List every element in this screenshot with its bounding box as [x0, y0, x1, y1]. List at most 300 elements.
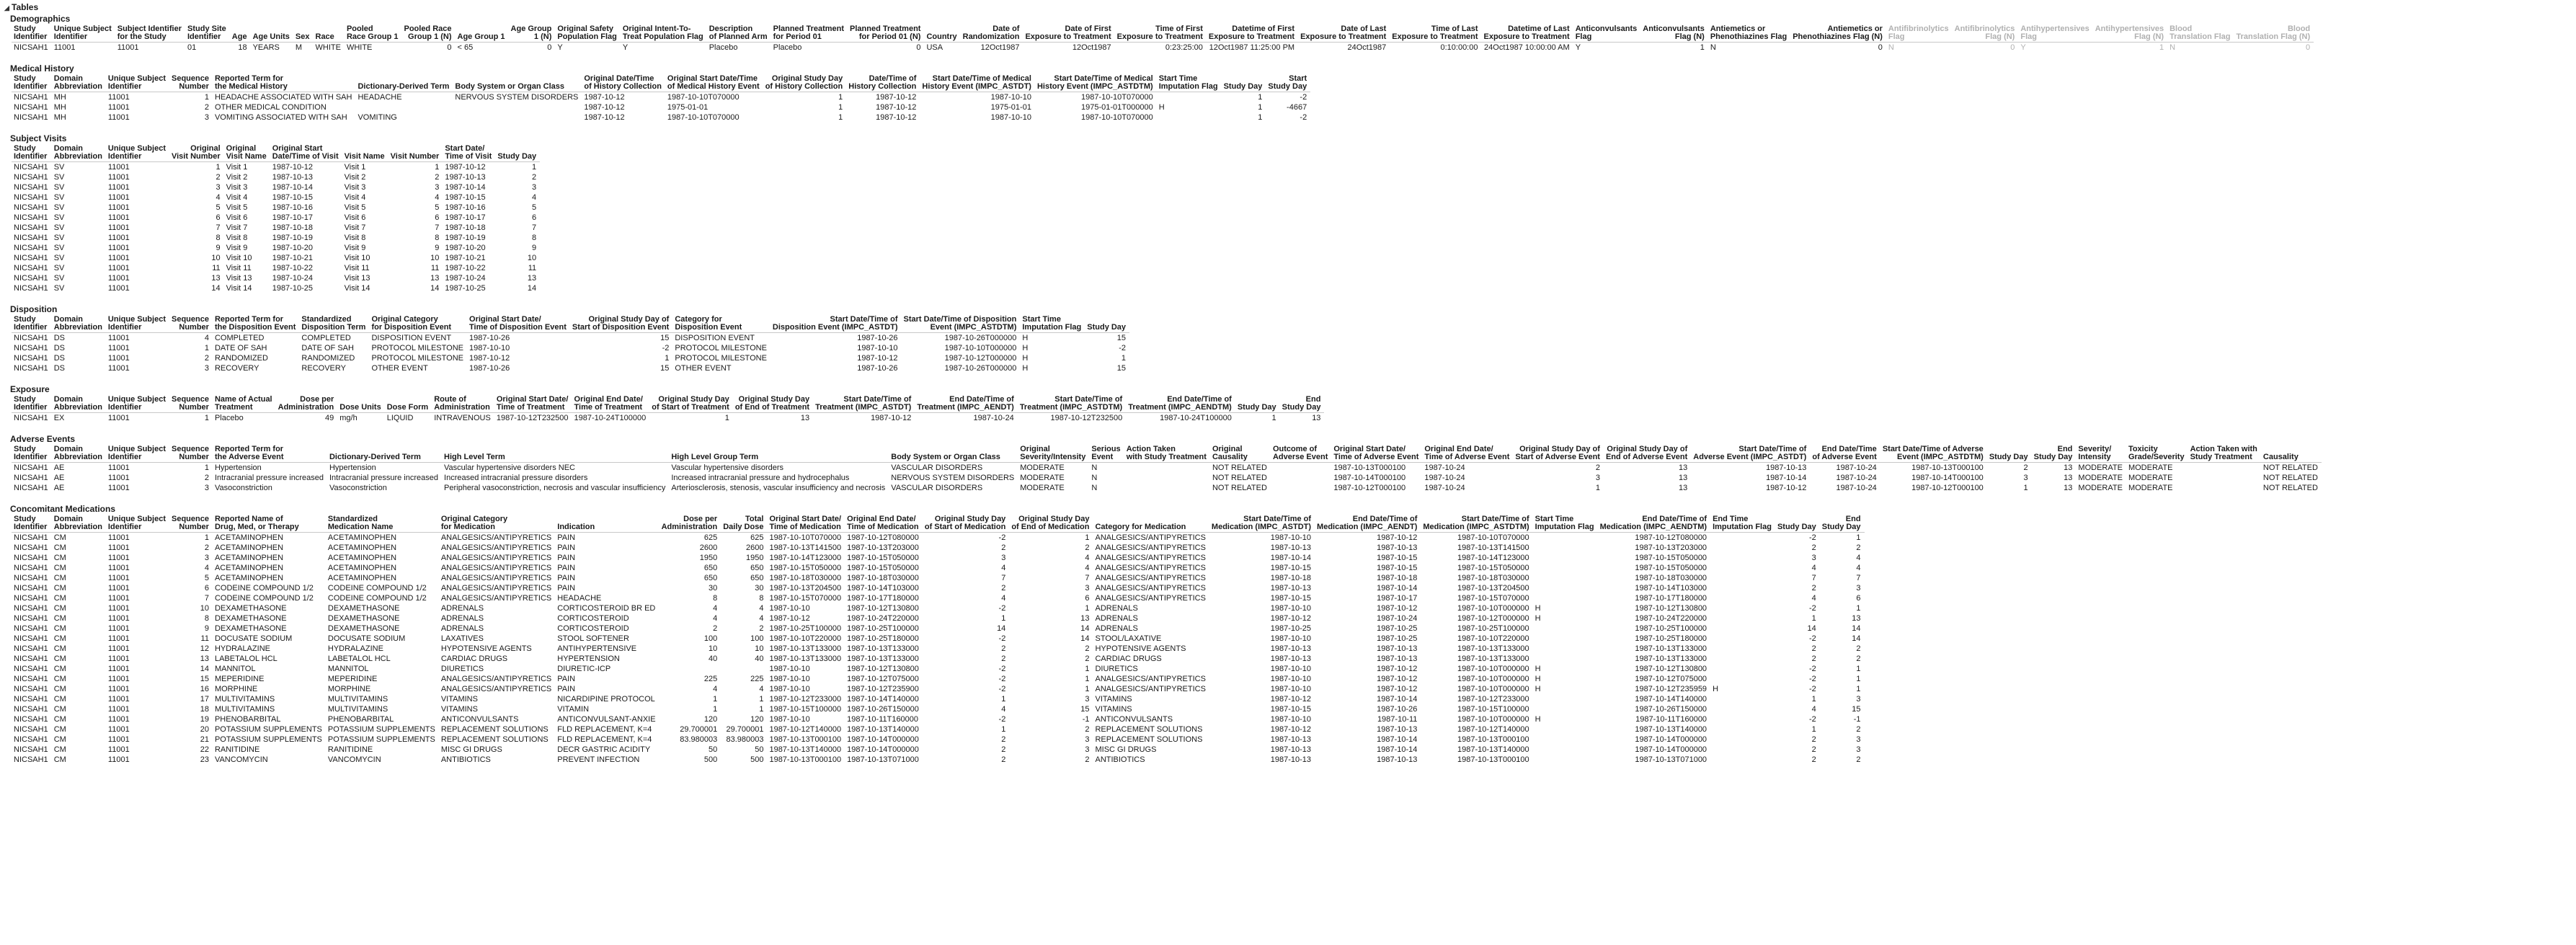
column-header[interactable]: Study Day: [1987, 445, 2032, 463]
table-cell: NICSAH1: [12, 684, 52, 694]
table-cell: [1157, 92, 1222, 103]
table-cell: ANALGESICS/ANTIPYRETICS: [440, 554, 552, 562]
column-header[interactable]: Reported Term for the Medical History: [213, 74, 356, 92]
column-header[interactable]: Reported Name of Drug, Med, or Therapy: [213, 515, 326, 533]
subject-visits-table: [12, 144, 540, 293]
column-header[interactable]: Original Causality: [1210, 445, 1271, 463]
table-row[interactable]: [12, 654, 1865, 664]
table-cell: 50: [659, 745, 721, 755]
table-cell: 1987-10-14T000100: [1880, 473, 1987, 483]
column-header[interactable]: Original End Date/ Time of Medication: [845, 515, 923, 533]
column-header[interactable]: Category for Medication: [1093, 515, 1209, 533]
column-header[interactable]: Start Study Day: [1266, 74, 1310, 92]
column-header[interactable]: Original Visit Number: [169, 144, 224, 162]
table-cell: -2: [1775, 664, 1820, 674]
column-header[interactable]: Sex: [293, 25, 314, 43]
table-cell: 2: [1775, 745, 1820, 755]
column-header[interactable]: Original Study Day of End of Treatment: [733, 395, 813, 413]
column-header[interactable]: Datetime of First Exposure to Treatment: [1207, 25, 1298, 43]
table-row[interactable]: [12, 583, 1865, 593]
table-cell: Visit 13: [224, 273, 270, 283]
column-header[interactable]: Visit Name: [342, 144, 388, 162]
column-header[interactable]: End Time Imputation Flag: [1710, 515, 1775, 533]
column-header[interactable]: Study Day: [1235, 395, 1280, 413]
table-cell: 14: [169, 664, 213, 674]
table-row[interactable]: [12, 363, 1129, 373]
table-cell: DS: [53, 354, 65, 363]
column-header[interactable]: Start Date/ Time of Visit: [443, 144, 495, 162]
table-cell: 1987-10-12: [272, 163, 313, 172]
column-header[interactable]: Name of Actual Treatment: [213, 395, 276, 413]
column-header[interactable]: Action Taken with Study Treatment: [2188, 445, 2261, 463]
table-cell: 1987-10-25: [1315, 624, 1421, 634]
column-header[interactable]: Original Study Day of History Collection: [763, 74, 847, 92]
table-cell: 9: [435, 244, 440, 252]
column-header[interactable]: Study Identifier: [12, 515, 52, 533]
table-cell: DATE OF SAH: [299, 343, 369, 353]
column-header[interactable]: Start Date/Time of Treatment (IMPC_ASTDT): [813, 395, 915, 413]
table-row[interactable]: [12, 112, 1310, 123]
table-row[interactable]: [12, 92, 1310, 103]
column-header[interactable]: Serious Event: [1089, 445, 1124, 463]
column-header[interactable]: Study Site Identifier: [185, 25, 230, 43]
table-cell: CODEINE COMPOUND 1/2: [214, 594, 314, 603]
table-cell: 1987-10-19: [270, 233, 342, 243]
table-row[interactable]: [12, 192, 540, 203]
column-header[interactable]: Age Units: [251, 25, 293, 43]
table-row[interactable]: [12, 664, 1865, 674]
column-header[interactable]: Original End Date/ Time of Adverse Event: [1422, 445, 1513, 463]
column-header[interactable]: Age: [230, 25, 251, 43]
table-cell: ACETAMINOPHEN: [213, 543, 326, 553]
column-header[interactable]: Date of Last Exposure to Treatment: [1298, 25, 1390, 43]
column-header[interactable]: Pooled Race Group 1 (N): [401, 25, 455, 43]
table-row[interactable]: [12, 203, 540, 213]
column-header[interactable]: Original Date/Time of History Collection: [582, 74, 665, 92]
column-header[interactable]: Dose per Administration: [276, 395, 338, 413]
table-cell: Visit 14: [344, 284, 370, 293]
column-header[interactable]: Time of First Exposure to Treatment: [1115, 25, 1207, 43]
column-header[interactable]: Sequence Number: [169, 395, 213, 413]
table-row[interactable]: [12, 563, 1865, 573]
table-cell: NICSAH1: [12, 664, 52, 674]
column-header[interactable]: Original Study Day of End of Medication: [1009, 515, 1093, 533]
table-row[interactable]: [12, 43, 2314, 53]
column-header[interactable]: Start Date/Time of Treatment (IMPC_ASTDTM): [1018, 395, 1126, 413]
header-row: [12, 25, 2314, 43]
column-header[interactable]: Unique Subject Identifier: [106, 74, 169, 92]
table-cell: REPLACEMENT SOLUTIONS: [1095, 735, 1203, 744]
table-cell: 14: [1080, 634, 1090, 643]
table-cell: 20: [169, 724, 213, 735]
disposition-title[interactable]: Disposition: [10, 304, 58, 314]
table-cell: 13: [2064, 484, 2073, 492]
column-header[interactable]: Dose Units: [337, 395, 384, 413]
table-cell: [1533, 553, 1598, 563]
table-cell: 1987-10-10T000000: [1421, 664, 1532, 674]
table-row[interactable]: [12, 714, 1865, 724]
table-cell: 2: [1856, 755, 1861, 764]
column-header[interactable]: Body System or Organ Class: [453, 74, 582, 92]
table-cell: 1: [724, 414, 729, 422]
column-header[interactable]: Study Identifier: [12, 144, 52, 162]
column-header[interactable]: Domain Abbreviation: [52, 395, 106, 413]
table-cell: 1: [1222, 102, 1266, 112]
column-header[interactable]: Causality: [2261, 445, 2322, 463]
table-row[interactable]: [12, 755, 1865, 765]
column-header[interactable]: Standardized Medication Name: [326, 515, 439, 533]
column-header[interactable]: Study Day: [495, 144, 540, 162]
column-header[interactable]: Domain Abbreviation: [52, 74, 106, 92]
table-cell: MORPHINE: [326, 684, 439, 694]
table-row[interactable]: [12, 162, 540, 173]
table-cell: [1533, 745, 1598, 755]
collapse-triangle-icon[interactable]: ◢: [4, 4, 9, 12]
table-cell: NICSAH1: [12, 624, 52, 634]
table-row[interactable]: [12, 333, 1129, 344]
column-header[interactable]: Original Safety Population Flag: [555, 25, 621, 43]
table-cell: USA: [926, 43, 943, 52]
column-header[interactable]: Anticonvulsants Flag: [1573, 25, 1641, 43]
table-cell: ANTIHYPERTENSIVE: [555, 644, 659, 654]
subject-visits-title[interactable]: Subject Visits: [10, 133, 67, 143]
column-header[interactable]: Original Start Date/ Time of Medication: [767, 515, 845, 533]
column-header[interactable]: Start Date/Time of Disposition Event (IMPC_ASTDTM): [901, 315, 1020, 333]
table-cell: DEXAMETHASONE: [214, 614, 287, 623]
column-header[interactable]: Antiemetics or Phenothiazines Flag (N): [1790, 25, 1886, 43]
table-row[interactable]: [12, 182, 540, 192]
table-row[interactable]: [12, 283, 540, 293]
adverse-events-section: [12, 433, 2576, 493]
column-header[interactable]: Unique Subject Identifier: [106, 445, 169, 463]
table-cell: DISPOSITION EVENT: [675, 334, 755, 342]
column-header[interactable]: End Date/Time of Adverse Event: [1810, 445, 1880, 463]
column-header[interactable]: Original Start Date/ Time of Treatment: [494, 395, 572, 413]
table-cell: Visit 10: [342, 253, 388, 263]
table-cell: 1987-10-12: [1766, 484, 1807, 492]
table-row[interactable]: [12, 724, 1865, 735]
table-cell: 2: [1009, 543, 1093, 553]
demographics-title[interactable]: Demographics: [10, 14, 71, 24]
column-header[interactable]: Planned Treatment for Period 01 (N): [848, 25, 924, 43]
table-cell: ANALGESICS/ANTIPYRETICS: [440, 594, 552, 603]
column-header[interactable]: Pooled Race Group 1: [345, 25, 402, 43]
column-header[interactable]: Start Time Imputation Flag: [1533, 515, 1598, 533]
table-cell: ANTICONVULSANT-ANXIE: [557, 715, 656, 724]
column-header[interactable]: Blood Translation Flag: [2167, 25, 2234, 43]
column-header[interactable]: Unique Subject Identifier: [106, 395, 169, 413]
column-header[interactable]: Antihypertensives Flag (N): [2093, 25, 2167, 43]
column-header[interactable]: Unique Subject Identifier: [52, 25, 115, 43]
column-header[interactable]: End Date/Time of Treatment (IMPC_AENDT): [915, 395, 1017, 413]
table-cell: [1710, 654, 1775, 664]
table-cell: 12Oct1987: [1072, 43, 1111, 52]
column-header[interactable]: Domain Abbreviation: [52, 445, 106, 463]
column-header[interactable]: Start Date/Time of Medication (IMPC_ASTDT): [1209, 515, 1315, 533]
table-cell: [453, 102, 582, 112]
column-header[interactable]: Category for Disposition Event: [672, 315, 770, 333]
column-header[interactable]: Start Time Imputation Flag: [1157, 74, 1222, 92]
table-row[interactable]: [12, 483, 2322, 493]
column-header[interactable]: Original Severity/Intensity: [1018, 445, 1089, 463]
column-header[interactable]: Sequence Number: [169, 515, 213, 533]
column-header[interactable]: Reported Term for the Adverse Event: [213, 445, 327, 463]
column-header[interactable]: Antifibrinolytics Flag: [1886, 25, 1953, 43]
table-cell: 1987-10-24T220000: [847, 614, 919, 623]
table-cell: Visit 8: [224, 233, 270, 243]
table-cell: 1987-10-14: [1377, 695, 1418, 704]
column-header[interactable]: High Level Group Term: [669, 445, 889, 463]
column-header[interactable]: Start Date/Time of Medical History Event (IMPC_ASTDT): [920, 74, 1035, 92]
column-header[interactable]: Datetime of Last Exposure to Treatment: [1481, 25, 1573, 43]
table-cell: 1987-10-17: [270, 213, 342, 223]
table-cell: 1: [713, 695, 718, 704]
column-header[interactable]: Sequence Number: [169, 445, 213, 463]
column-header[interactable]: Blood Translation Flag (N): [2234, 25, 2314, 43]
column-header[interactable]: Antihypertensives Flag: [2018, 25, 2092, 43]
column-header[interactable]: Start Date/Time of Disposition Event (IMPC_ASTDT): [770, 315, 902, 333]
column-header[interactable]: Original Intent-To- Treat Population Flag: [621, 25, 707, 43]
table-row[interactable]: [12, 213, 540, 223]
column-header[interactable]: Date/Time of History Collection: [846, 74, 920, 92]
table-row[interactable]: [12, 533, 1865, 544]
table-cell: 1987-10-14T103000: [845, 583, 923, 593]
column-header[interactable]: Reported Term for the Disposition Event: [213, 315, 299, 333]
column-header[interactable]: Date of First Exposure to Treatment: [1023, 25, 1114, 43]
column-header[interactable]: Dose Form: [385, 395, 432, 413]
column-header[interactable]: End Date/Time of Medication (IMPC_AENDTM): [1598, 515, 1711, 533]
medical-history-title[interactable]: Medical History: [10, 63, 74, 74]
column-header[interactable]: Dictionary-Derived Term: [327, 445, 442, 463]
column-header[interactable]: Visit Number: [388, 144, 443, 162]
table-cell: H: [1535, 614, 1541, 623]
column-header[interactable]: Sequence Number: [169, 74, 213, 92]
column-header[interactable]: Original Study Day of Start of Treatment: [649, 395, 733, 413]
table-cell: HEADACHE: [357, 93, 402, 102]
table-row[interactable]: [12, 593, 1865, 603]
table-cell: -2: [570, 343, 672, 353]
table-cell: 3: [204, 113, 209, 122]
table-cell: 11001: [107, 354, 130, 363]
column-header[interactable]: Original Start Date/ Time of Disposition Event: [467, 315, 570, 333]
column-header[interactable]: Unique Subject Identifier: [106, 144, 169, 162]
column-header[interactable]: Original Category for Disposition Event: [369, 315, 467, 333]
table-cell: 2: [1001, 735, 1006, 744]
table-row[interactable]: [12, 684, 1865, 694]
column-header[interactable]: Study Identifier: [12, 25, 52, 43]
table-row[interactable]: [12, 613, 1865, 624]
column-header[interactable]: Start Time Imputation Flag: [1020, 315, 1085, 333]
table-cell: 83.980003: [680, 735, 718, 744]
column-header[interactable]: Standardized Disposition Term: [299, 315, 369, 333]
table-cell: NOT RELATED: [2262, 463, 2318, 472]
table-cell: INTRAVENOUS: [434, 414, 491, 422]
column-header[interactable]: Original Study Day of Start of Medication: [923, 515, 1009, 533]
column-header[interactable]: Toxicity Grade/Severity: [2126, 445, 2188, 463]
table-row[interactable]: [12, 644, 1865, 654]
table-cell: PAIN: [555, 583, 659, 593]
table-cell: 1987-10-15T100000: [767, 704, 845, 714]
table-row[interactable]: [12, 603, 1865, 613]
column-header[interactable]: Sequence Number: [169, 315, 213, 333]
exposure-title[interactable]: Exposure: [10, 384, 50, 394]
column-header[interactable]: Total Daily Dose: [721, 515, 767, 533]
column-header[interactable]: Action Taken with Study Treatment: [1124, 445, 1210, 463]
column-header[interactable]: High Level Term: [442, 445, 669, 463]
table-cell: NICSAH1: [12, 273, 52, 283]
column-header[interactable]: Study Day: [1222, 74, 1266, 92]
column-header[interactable]: Severity/ Intensity: [2076, 445, 2126, 463]
table-row[interactable]: [12, 634, 1865, 644]
table-cell: [1124, 473, 1210, 483]
column-header[interactable]: Dose per Administration: [659, 515, 721, 533]
table-row[interactable]: [12, 273, 540, 283]
column-header[interactable]: Original Visit Name: [224, 144, 270, 162]
column-header[interactable]: Original End Date/ Time of Treatment: [572, 395, 650, 413]
column-header[interactable]: Domain Abbreviation: [52, 515, 106, 533]
column-header[interactable]: Domain Abbreviation: [52, 315, 106, 333]
column-header[interactable]: Original Start Date/Time of Medical History Event: [665, 74, 763, 92]
table-cell: 11001: [106, 102, 169, 112]
table-row[interactable]: [12, 694, 1865, 704]
column-header[interactable]: Body System or Organ Class: [889, 445, 1018, 463]
column-header[interactable]: Original Start Date/ Time of Adverse Event: [1331, 445, 1422, 463]
table-cell: H: [1535, 715, 1541, 724]
medical-history-table: [12, 74, 1310, 123]
column-header[interactable]: Antifibrinolytics Flag (N): [1953, 25, 2019, 43]
table-row[interactable]: [12, 573, 1865, 583]
table-cell: ADRENALS: [439, 624, 555, 634]
table-cell: 10: [659, 644, 721, 654]
table-cell: 1987-10-10T220000: [769, 634, 842, 643]
column-header[interactable]: End Date/Time of Treatment (IMPC_AENDTM): [1126, 395, 1235, 413]
column-header[interactable]: Original Category for Medication: [439, 515, 555, 533]
column-header[interactable]: Study Identifier: [12, 74, 52, 92]
table-cell: 1987-10-17T180000: [1635, 594, 1707, 603]
table-cell: 1: [204, 414, 209, 422]
table-cell: [2188, 473, 2261, 483]
table-cell: 1987-10-10: [1270, 715, 1312, 724]
table-cell: 1987-10-12: [582, 102, 665, 112]
column-header[interactable]: End Study Day: [1820, 515, 1865, 533]
table-cell: 1987-10-24: [1836, 463, 1877, 472]
table-cell: SV: [52, 233, 106, 243]
exposure-table: [12, 395, 1324, 423]
column-header[interactable]: Study Day: [1085, 315, 1129, 333]
table-cell: 1987-10-24: [1377, 614, 1418, 623]
column-header[interactable]: Start Date/Time of Adverse Event (IMPC_ASTDTM): [1880, 445, 1987, 463]
column-header[interactable]: Age Group 1 (N): [509, 25, 556, 43]
table-cell: 11001: [106, 664, 169, 674]
table-cell: MH: [52, 102, 106, 112]
table-row[interactable]: [12, 233, 540, 243]
column-header[interactable]: Original Study Day of Start of Disposition Event: [570, 315, 672, 333]
column-header[interactable]: Subject Identifier for the Study: [115, 25, 185, 43]
table-cell: LIQUID: [386, 414, 414, 422]
table-cell: [1710, 624, 1775, 634]
column-header[interactable]: Original Study Day of Start of Adverse Event: [1513, 445, 1604, 463]
column-header[interactable]: Dictionary-Derived Term: [355, 74, 453, 92]
table-cell: VITAMINS: [1093, 704, 1209, 714]
column-header[interactable]: Country: [924, 25, 960, 43]
table-row[interactable]: [12, 172, 540, 182]
column-header[interactable]: Planned Treatment for Period 01: [771, 25, 848, 43]
table-cell: 8: [759, 594, 764, 603]
column-header[interactable]: Race: [314, 25, 345, 43]
table-row[interactable]: [12, 413, 1324, 424]
table-row[interactable]: [12, 223, 540, 233]
table-cell: 0: [547, 43, 552, 52]
table-row[interactable]: [12, 704, 1865, 714]
column-header[interactable]: Study Identifier: [12, 395, 52, 413]
table-cell: RECOVERY: [299, 363, 369, 373]
column-header[interactable]: Original Start Date/Time of Visit: [270, 144, 342, 162]
table-cell: Hypertension: [214, 463, 262, 472]
table-cell: N: [1089, 473, 1124, 483]
table-cell: OTHER EVENT: [672, 363, 770, 373]
adverse-events-title[interactable]: Adverse Events: [10, 434, 76, 444]
column-header[interactable]: Age Group 1: [456, 25, 509, 43]
column-header[interactable]: Anticonvulsants Flag (N): [1640, 25, 1708, 43]
table-row[interactable]: [12, 253, 540, 263]
table-row[interactable]: [12, 243, 540, 253]
tables-outline-header[interactable]: [4, 1, 2576, 13]
column-header[interactable]: Outcome of Adverse Event: [1271, 445, 1331, 463]
table-row[interactable]: [12, 674, 1865, 684]
table-cell: 14: [1009, 624, 1093, 634]
column-header[interactable]: End Study Day: [2032, 445, 2077, 463]
column-header[interactable]: Start Date/Time of Medical History Event (IMPC_ASTDTM): [1035, 74, 1157, 92]
table-cell: 1987-10-16: [272, 203, 313, 212]
table-cell: 8: [169, 233, 224, 243]
column-header[interactable]: Study Day: [1775, 515, 1820, 533]
column-header[interactable]: Antiemetics or Phenothiazines Flag: [1708, 25, 1790, 43]
table-row[interactable]: [12, 463, 2322, 474]
column-header[interactable]: End Study Day: [1280, 395, 1325, 413]
table-cell: 2: [1001, 755, 1006, 764]
column-header[interactable]: Route of Administration: [432, 395, 494, 413]
table-row[interactable]: [12, 745, 1865, 755]
table-row[interactable]: [12, 735, 1865, 745]
column-header[interactable]: Unique Subject Identifier: [106, 315, 169, 333]
column-header[interactable]: Study Identifier: [12, 315, 52, 333]
concomitant-medications-title[interactable]: Concomitant Medications: [10, 504, 116, 514]
table-row[interactable]: [12, 624, 1865, 634]
column-header[interactable]: Unique Subject Identifier: [106, 515, 169, 533]
table-row[interactable]: [12, 543, 1865, 553]
column-header[interactable]: Date of Randomization: [961, 25, 1023, 43]
column-header[interactable]: Time of Last Exposure to Treatment: [1390, 25, 1481, 43]
table-row[interactable]: [12, 102, 1310, 112]
column-header[interactable]: End Date/Time of Medication (IMPC_AENDT): [1315, 515, 1421, 533]
table-row[interactable]: [12, 473, 2322, 483]
column-header[interactable]: Indication: [555, 515, 659, 533]
table-row[interactable]: [12, 553, 1865, 563]
table-cell: 1987-10-14: [1315, 583, 1421, 593]
table-row[interactable]: [12, 343, 1129, 353]
column-header[interactable]: Start Date/Time of Medication (IMPC_ASTDTM): [1421, 515, 1532, 533]
table-cell: 24Oct1987 10:00:00 AM: [1484, 43, 1570, 52]
column-header[interactable]: Start Date/Time of Adverse Event (IMPC_ASTDT): [1691, 445, 1810, 463]
column-header[interactable]: Domain Abbreviation: [52, 144, 106, 162]
table-cell: 1987-10-18: [1377, 574, 1418, 582]
table-row[interactable]: [12, 353, 1129, 363]
table-cell: 1987-10-17: [1377, 594, 1418, 603]
column-header[interactable]: Original Study Day of End of Adverse Event: [1604, 445, 1691, 463]
column-header[interactable]: Study Identifier: [12, 445, 52, 463]
table-row[interactable]: [12, 263, 540, 273]
column-header[interactable]: Description of Planned Arm: [707, 25, 771, 43]
